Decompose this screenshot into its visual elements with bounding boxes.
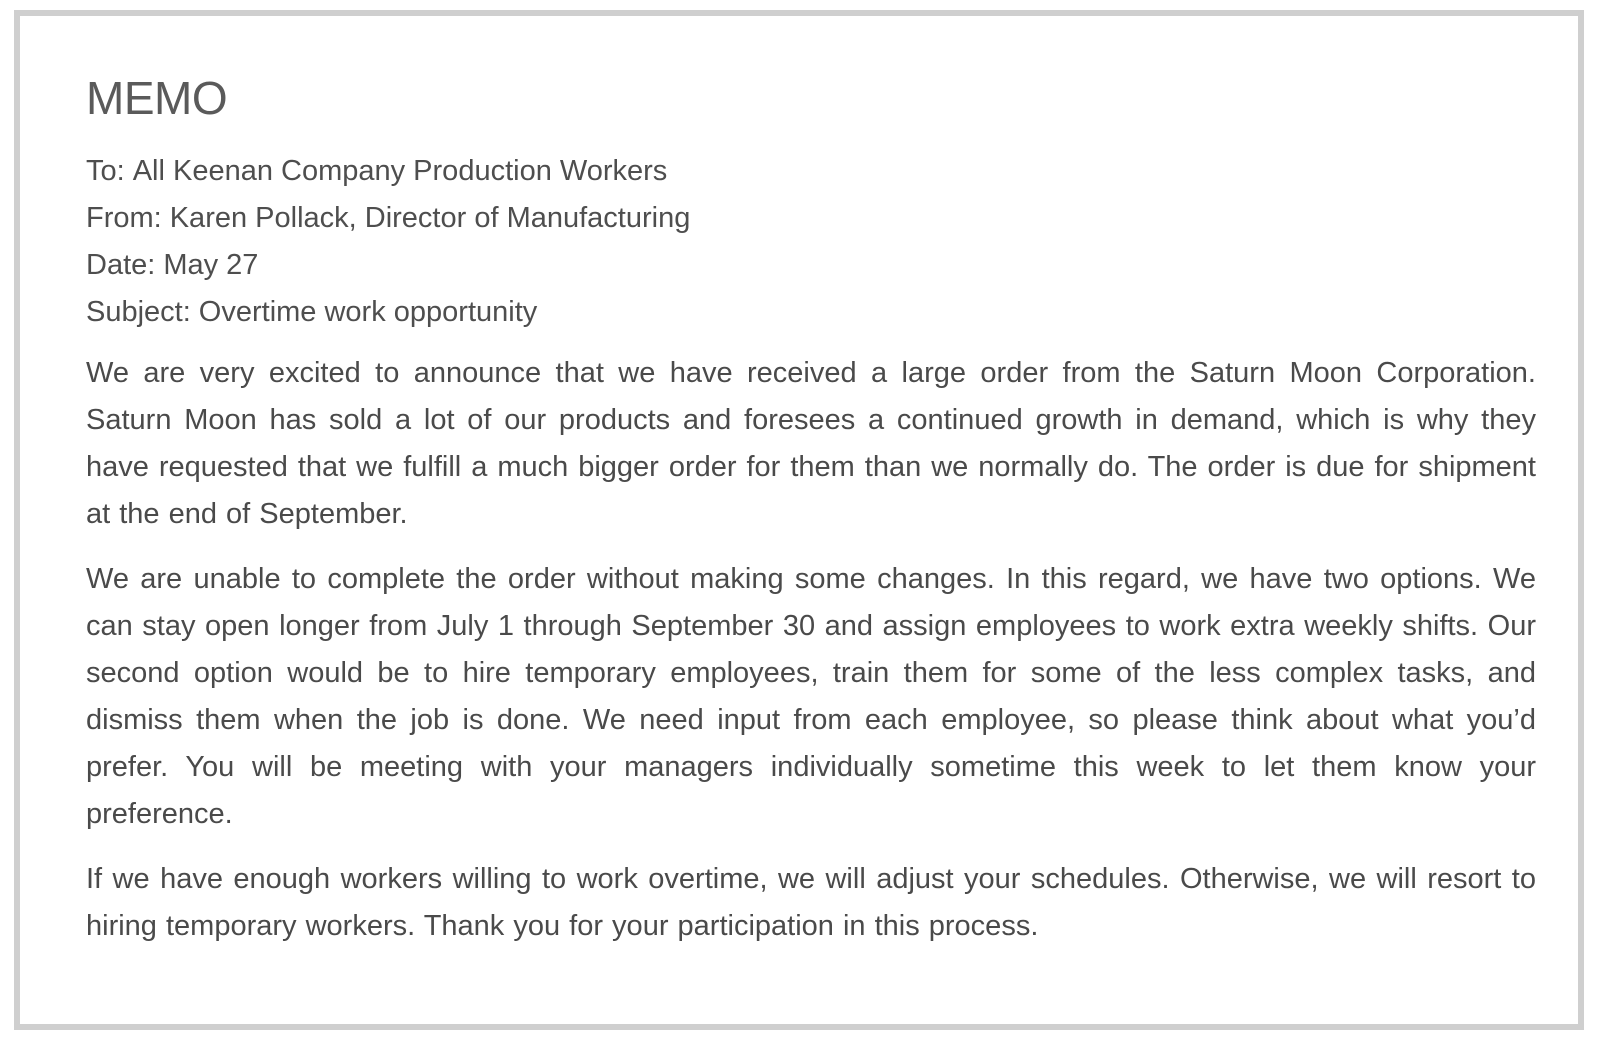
memo-content — [86, 72, 1536, 968]
body-paragraph-1: We are very excited to announce that we have received a large order from the Saturn Moon Corporation. Saturn Moon has sold a lot of our products and foresees a continued growth in demand, which is why they have requested that we fulfill a much bigger order for them than we normally do. The order is due for shipment at the end of September. — [86, 357, 1536, 530]
date-line — [86, 242, 1536, 289]
memo-header-list — [86, 148, 1536, 336]
from-key: From: — [86, 202, 162, 234]
from-line — [86, 195, 1536, 242]
subject-key: Subject: — [86, 296, 191, 328]
memo-frame — [14, 10, 1584, 1030]
to-value: All Keenan Company Production Workers — [132, 155, 668, 187]
subject-line — [86, 289, 1536, 336]
body-paragraph-2: We are unable to complete the order without making some changes. In this regard, we have two options. We can stay open longer from July 1 through September 30 and assign employees to work extra weekly shifts. Our second option would be to hire temporary employees, train them for some of the less complex tasks, and dismiss them when the job is done. We need input from each employee, so please think about what you’d prefer. You will be meeting with your managers individually sometime this week to let them know your preference. — [86, 563, 1536, 830]
memo-title: MEMO — [86, 72, 228, 124]
from-value: Karen Pollack, Director of Manufacturing — [169, 202, 691, 234]
body-paragraph-3: If we have enough workers willing to work overtime, we will adjust your schedules. Otherwise, we will resort to hiring temporary workers. Thank you for your participation in this process. — [86, 863, 1536, 942]
to-line — [86, 148, 1536, 195]
date-value: May 27 — [163, 249, 259, 281]
date-key: Date: — [86, 249, 156, 281]
to-key: To: — [86, 155, 125, 187]
subject-value: Overtime work opportunity — [198, 296, 538, 328]
